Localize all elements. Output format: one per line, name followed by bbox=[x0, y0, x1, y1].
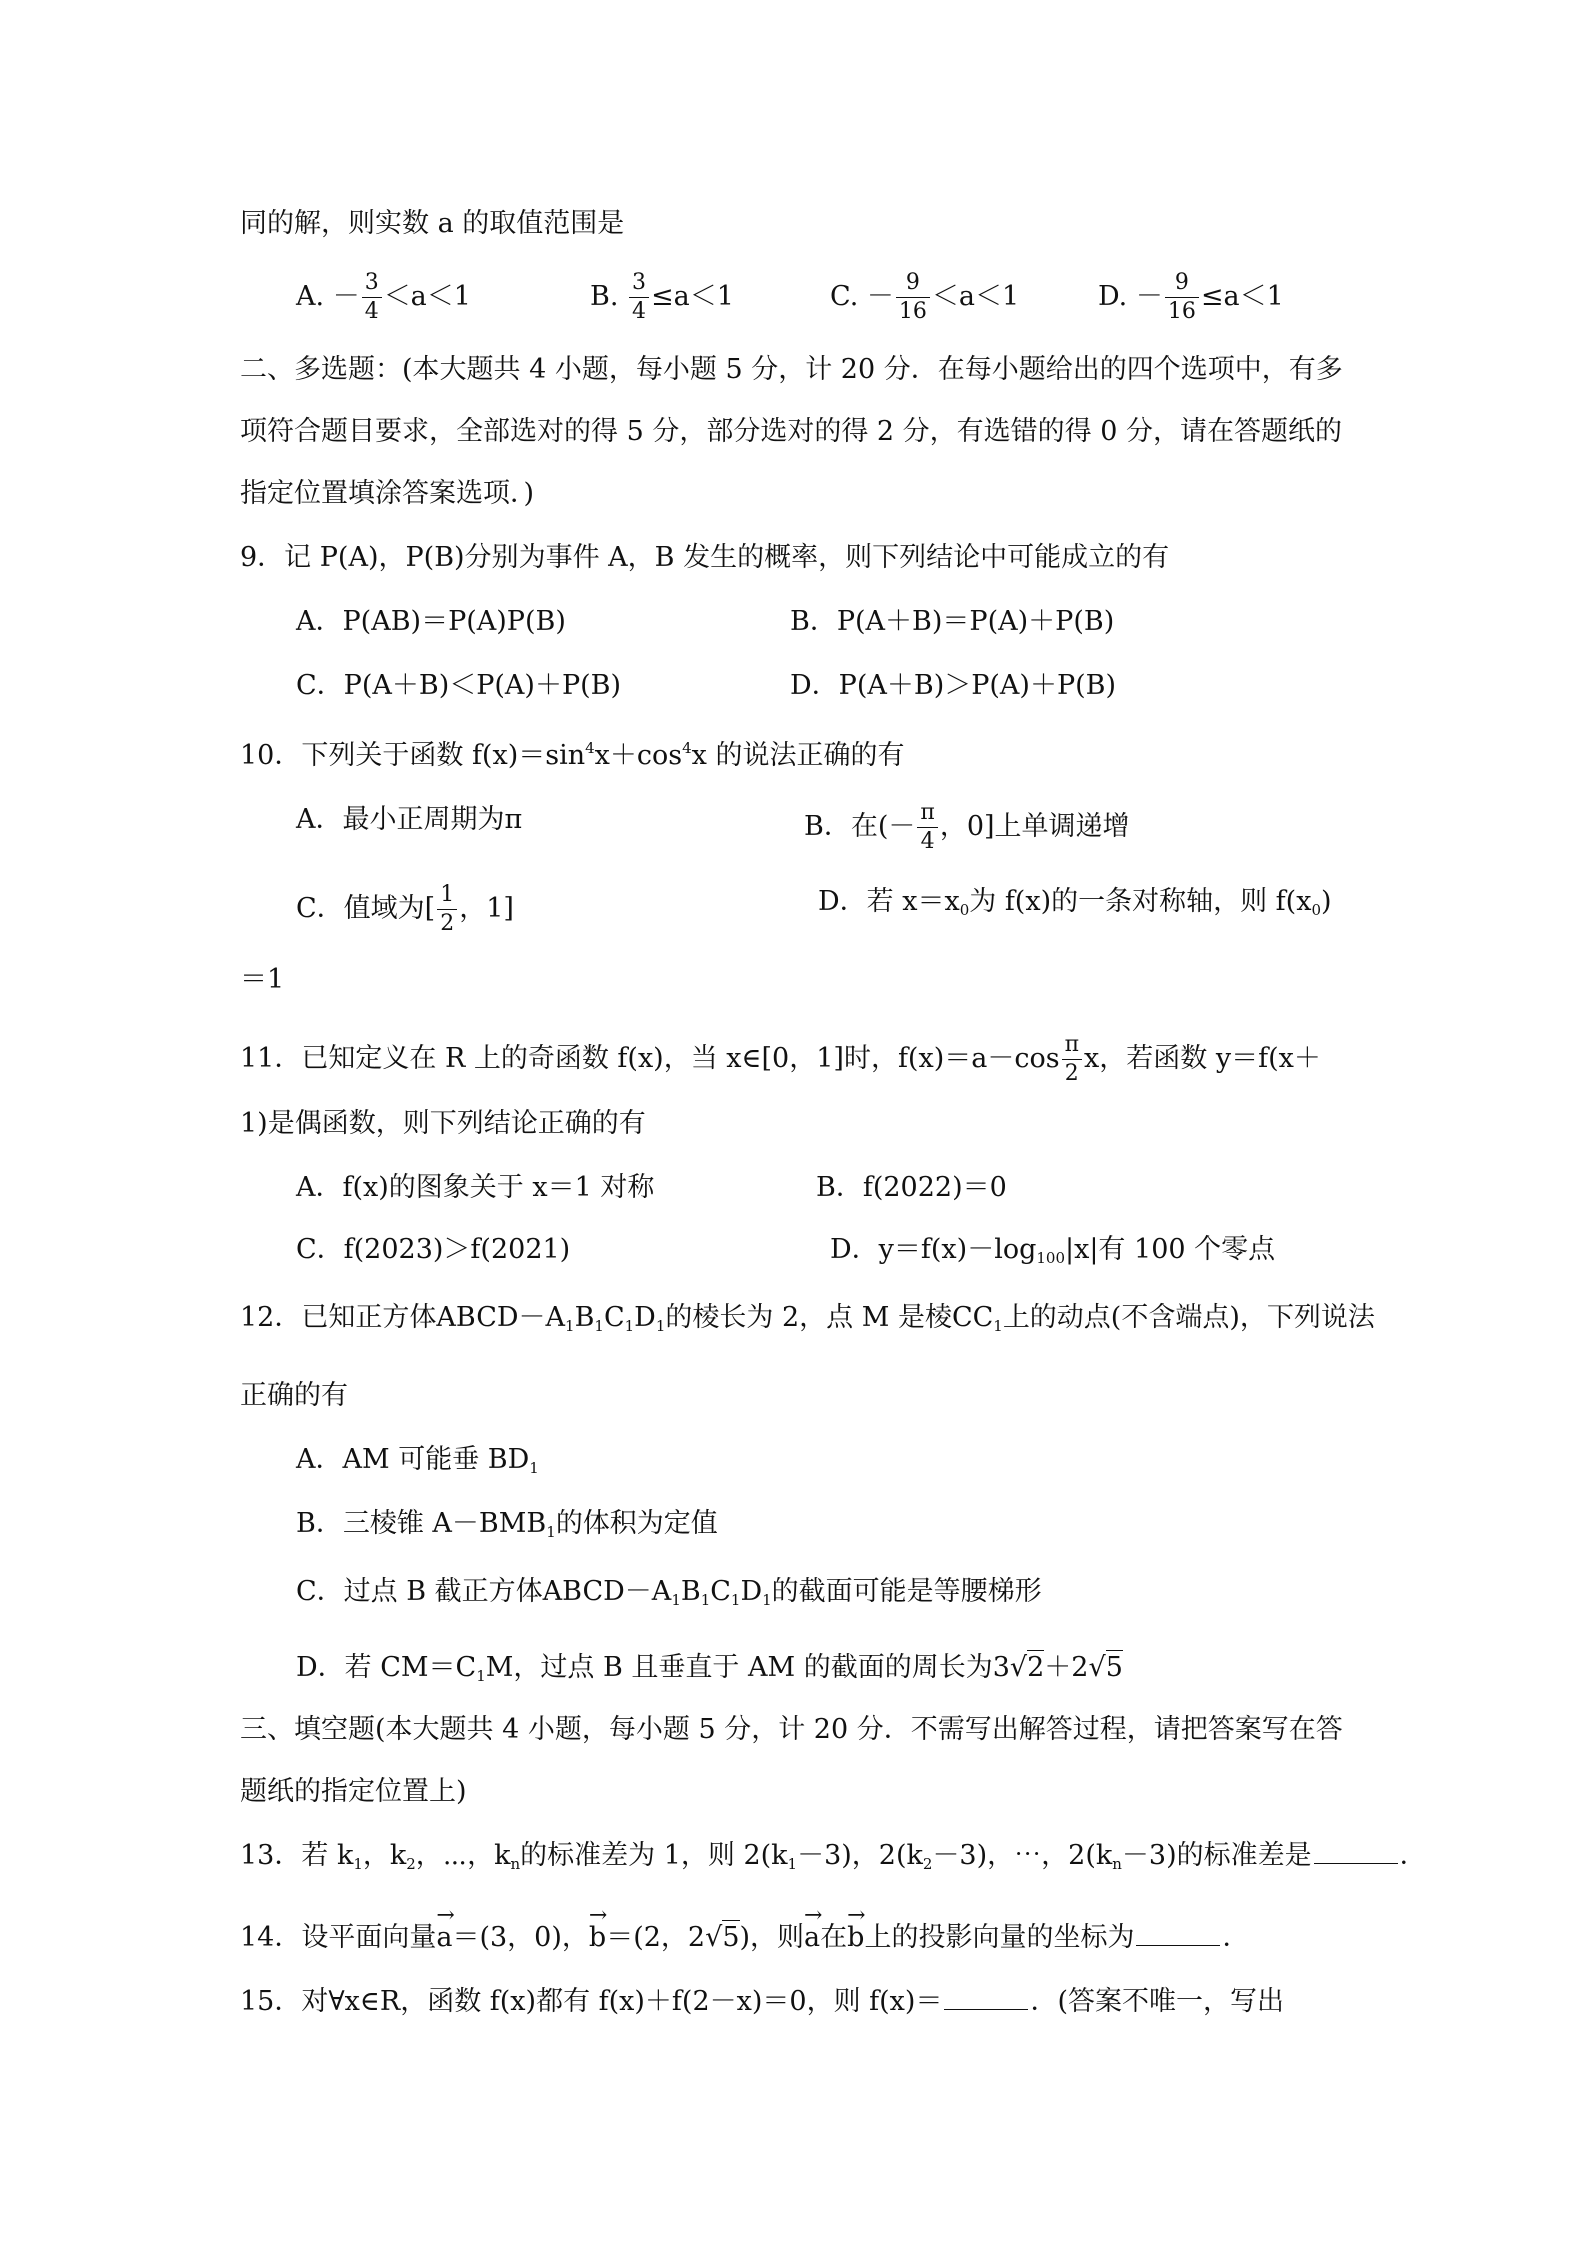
q9-option-d: D．P(A＋B)＞P(A)＋P(B) bbox=[790, 670, 1117, 701]
q11-stem: 11．已知定义在 R 上的奇函数 f(x)，当 x∈[0，1]时，f(x)＝a－cos $\frac{\pi}{2}$ x，若函数 y＝f(x＋ bbox=[240, 1032, 1321, 1086]
fraction: $\frac{\pi}{4}$ bbox=[917, 802, 937, 853]
q12-option-b: B．三棱锥 $A-BMB_1$的体积为定值 bbox=[296, 1508, 718, 1541]
q11-option-a: A．f(x)的图象关于 x＝1 对称 bbox=[296, 1172, 655, 1203]
q8-option-b: B. $\frac{3}{4}$ ≤a＜1 bbox=[590, 270, 734, 324]
fraction: $\frac{9}{16}$ bbox=[896, 272, 930, 323]
q15: 15．对∀x∈R，函数 f(x)都有 f(x)＋f(2－x)＝0，则 f(x)＝ ．(答案不唯一，写出 bbox=[240, 1986, 1284, 2017]
q10-stem: 10．下列关于函数 $f(x)=\sin^4x+\cos^4x$ 的说法正确的有 bbox=[240, 739, 905, 771]
q12-option-c: C．过点 B 截正方体$ABCD-A_1B_1C_1D_1$的截面可能是等腰梯形 bbox=[296, 1576, 1042, 1609]
answer-blank[interactable] bbox=[1136, 1923, 1220, 1946]
q11-stem-continuation: 1)是偶函数，则下列结论正确的有 bbox=[240, 1108, 646, 1139]
q9-option-c: C．P(A＋B)＜P(A)＋P(B) bbox=[296, 670, 622, 701]
q8-option-a: A. － $\frac{3}{4}$ ＜a＜1 bbox=[296, 270, 471, 324]
q9-option-b: B．P(A＋B)＝P(A)＋P(B) bbox=[790, 606, 1115, 637]
answer-blank[interactable] bbox=[1314, 1841, 1398, 1864]
section3-heading-line2: 题纸的指定位置上) bbox=[240, 1776, 467, 1807]
fraction: $\frac{\pi}{2}$ bbox=[1062, 1034, 1082, 1085]
q8-stem-continuation: 同的解，则实数 a 的取值范围是 bbox=[240, 208, 625, 239]
vector-b: → b bbox=[589, 1920, 606, 1956]
fraction: $\frac{3}{4}$ bbox=[362, 272, 382, 323]
section3-heading-line1: 三、填空题(本大题共 4 小题，每小题 5 分，计 20 分．不需写出解答过程，请把答案写在答 bbox=[240, 1714, 1343, 1745]
section2-heading-line3: 指定位置填涂答案选项．) bbox=[240, 478, 535, 509]
q12-option-d: D．若 $CM=C_1M$，过点 B 且垂直于 AM 的截面的周长为3√2＋2√5 bbox=[296, 1652, 1123, 1685]
section2-heading-line1: 二、多选题：(本大题共 4 小题，每小题 5 分，计 20 分．在每小题给出的四个选项中，有多 bbox=[240, 354, 1343, 385]
q14: 14．设平面向量→ a＝(3，0)，→ b＝(2，2√5)，则→ a在→ b上的投影向量的坐标为 ． bbox=[240, 1920, 1249, 1956]
q10-option-b: B．在(－ $\frac{\pi}{4}$ ，0]上单调递增 bbox=[804, 800, 1130, 854]
q11-option-d: D．$y=f(x)-\log_{100}|x|$有 100 个零点 bbox=[830, 1234, 1276, 1267]
q12-stem-continuation: 正确的有 bbox=[240, 1380, 348, 1411]
vector-a: → a bbox=[804, 1920, 820, 1956]
q13: 13．若 $k_1$，$k_2$，⋯，$k_n$的标准差为 1，则 $2(k_1-3)$，$2(k_2-3)$，⋯，$2(k_n-3)$的标准差是 ． bbox=[240, 1840, 1427, 1873]
q12-stem: 12．已知正方体$ABCD-A_1B_1C_1D_1$的棱长为 2，点 M 是棱$CC_1$上的动点(不含端点)，下列说法 bbox=[240, 1302, 1375, 1335]
q10-option-c: C．值域为[ $\frac{1}{2}$ ，1] bbox=[296, 882, 514, 936]
vector-b: → b bbox=[847, 1920, 864, 1956]
section2-heading-line2: 项符合题目要求，全部选对的得 5 分，部分选对的得 2 分，有选错的得 0 分，请在答题纸的 bbox=[240, 416, 1343, 447]
q11-option-c: C．f(2023)＞f(2021) bbox=[296, 1234, 571, 1265]
q9-option-a: A．P(AB)＝P(A)P(B) bbox=[296, 606, 566, 637]
answer-blank[interactable] bbox=[944, 1987, 1028, 2010]
fraction: $\frac{3}{4}$ bbox=[629, 272, 649, 323]
fraction: $\frac{9}{16}$ bbox=[1165, 272, 1199, 323]
q10-option-d: D．若 $x=x_0$为 f(x)的一条对称轴，则 $f(x_0)$ bbox=[818, 886, 1332, 919]
q9-stem: 9．记 P(A)，P(B)分别为事件 A，B 发生的概率，则下列结论中可能成立的有 bbox=[240, 542, 1170, 573]
q11-option-b: B．f(2022)＝0 bbox=[816, 1172, 1007, 1203]
q10-option-a: A．最小正周期为π bbox=[296, 804, 523, 835]
q12-option-a: A．AM 可能垂 $BD_1$ bbox=[296, 1444, 539, 1477]
q10-option-d-continuation: ＝1 bbox=[240, 964, 285, 995]
q8-option-d: D. － $\frac{9}{16}$ ≤a＜1 bbox=[1098, 270, 1284, 324]
vector-a: → a bbox=[436, 1920, 452, 1956]
q8-option-c: C. － $\frac{9}{16}$ ＜a＜1 bbox=[830, 270, 1020, 324]
fraction: $\frac{1}{2}$ bbox=[437, 884, 457, 935]
